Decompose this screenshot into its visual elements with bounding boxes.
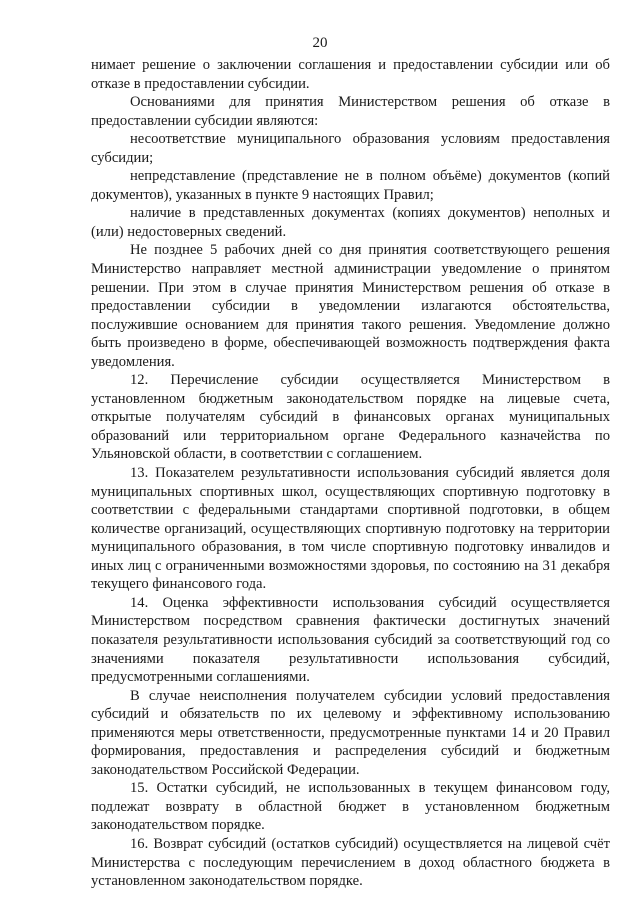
paragraph-clause-13: 13. Показателем результативности использования субсидий является доля муниципальных спортивных школ, осуществляющих спортивную подготовку в соответствии с федеральными стандартами спортивной подготовки, в общем количестве организаций, осуществляющих спортивную подготовку на территории муниципального образования, в том числе спортивную подготовку инвалидов и иных лиц с ограниченными возможностями здоровья, по состоянию на 31 декабря текущего финансового года. [91,465,610,593]
paragraph-continuation: нимает решение о заключении соглашения и предоставлении субсидии или об отказе в предоставлении субсидии. [91,57,610,92]
paragraph-clause-14: 14. Оценка эффективности использования субсидий осуществляется Министерством посредством сравнения фактически достигнутых значений показателя результативности использования субсидий за соответствующий год со значениями показателя результативности использования субсидий, предусмотренными соглашениями. [91,594,610,686]
document-body [91,56,610,891]
paragraph-refusal-ground-2: непредставление (представление не в полном объёме) документов (копий документов), указанных в пункте 9 настоящих Правил; [91,168,610,203]
paragraph-refusal-grounds-intro: Основаниями для принятия Министерством решения об отказе в предоставлении субсидии являются: [91,94,610,129]
page-number: 20 [312,35,328,51]
paragraph-clause-16: 16. Возврат субсидий (остатков субсидий) осуществляется на лицевой счёт Министерства с последующим перечислением в доход областного бюджета в установленном законодательством порядке. [91,835,610,890]
paragraph-refusal-ground-1: несоответствие муниципального образования условиям предоставления субсидии; [91,131,610,166]
paragraph-clause-15: 15. Остатки субсидий, не использованных в текущем финансовом году, подлежат возврату в областной бюджет в установленном бюджетным законодательством порядке. [91,780,610,834]
paragraph-clause-14-responsibility: В случае неисполнения получателем субсидии условий предоставления субсидий и обязательств по их целевому и эффективному использованию применяются меры ответственности, предусмотренные пунктами 14 и 20 Правил формирования, предоставления и распределения субсидий и бюджетным законодательством Российской Федерации. [91,687,610,778]
paragraph-notification: Не позднее 5 рабочих дней со дня принятия соответствующего решения Министерство направляет местной администрации уведомление о принятом решении. При этом в случае принятия Министерством решения об отказе в предоставлении субсидии в уведомлении излагаются обстоятельства, послужившие основанием для принятия такого решения. Уведомление должно быть произведено в форме, обеспечивающей возможность подтверждения факта уведомления. [91,242,610,370]
paragraph-clause-12: 12. Перечисление субсидии осуществляется Министерством в установленном бюджетным законодательством порядке на лицевые счета, открытые получателям субсидий в финансовых органах муниципальных образований или территориальном органе Федерального казначейства по Ульяновской области, в соответствии с соглашением. [91,372,610,463]
paragraph-refusal-ground-3: наличие в представленных документах (копиях документов) неполных и (или) недостоверных сведений. [91,205,610,240]
